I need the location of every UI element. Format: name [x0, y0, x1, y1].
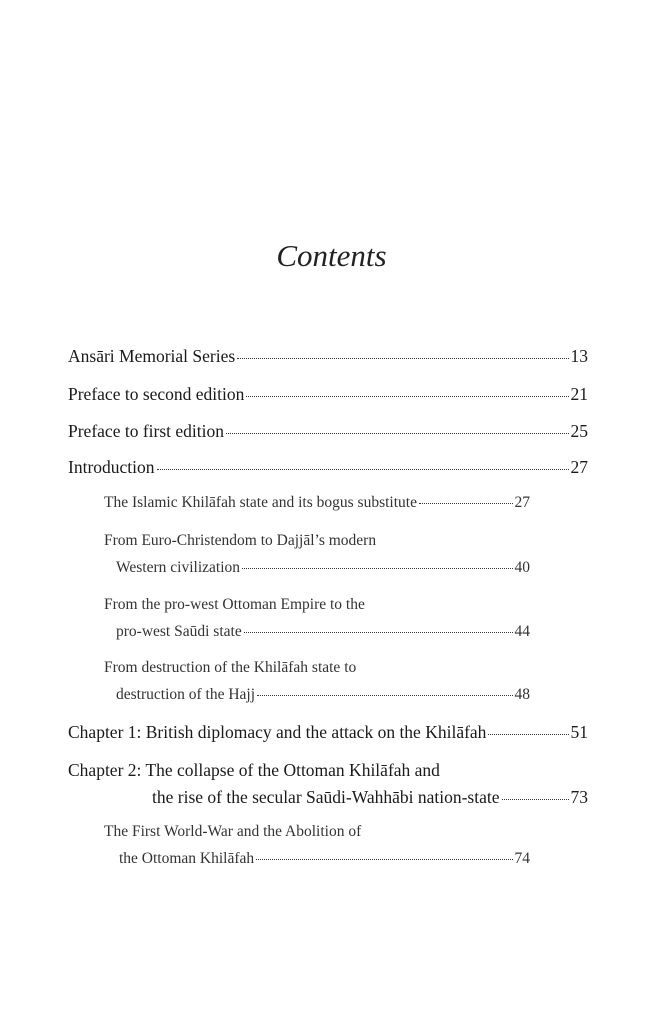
toc-page: 25	[570, 421, 588, 441]
toc-label: destruction of the Hajj	[116, 686, 256, 703]
toc-entry-preface-first[interactable]	[68, 421, 588, 442]
toc-page: 21	[570, 384, 588, 404]
toc-entry-ottoman-line1[interactable]: From the pro-west Ottoman Empire to the	[104, 596, 365, 613]
toc-entry-introduction[interactable]	[68, 457, 588, 478]
toc-page: 74	[514, 850, 530, 867]
toc-page: 48	[514, 686, 530, 703]
toc-entry-islamic-khilafah[interactable]	[104, 494, 530, 512]
dot-leader	[244, 632, 513, 633]
toc-label: Ansāri Memorial Series	[68, 346, 236, 366]
toc-label: Chapter 1: British diplomacy and the attack on the Khilāfah	[68, 722, 487, 742]
toc-label: Introduction	[68, 457, 155, 477]
page-title: Contents	[276, 238, 387, 273]
toc-label: the Ottoman Khilāfah	[119, 850, 255, 867]
dot-leader	[237, 358, 568, 359]
toc-page: 27	[570, 457, 588, 477]
toc-entry-euro[interactable]	[116, 559, 530, 577]
toc-entry-chapter-2-line1[interactable]: Chapter 2: The collapse of the Ottoman Khilāfah and	[68, 760, 440, 780]
dot-leader	[226, 433, 569, 434]
toc-entry-ansari[interactable]	[68, 346, 588, 367]
dot-leader	[242, 568, 513, 569]
dot-leader	[157, 469, 569, 470]
toc-entry-destruction-line1[interactable]: From destruction of the Khilāfah state to	[104, 659, 357, 676]
toc-entry-destruction[interactable]	[116, 686, 530, 704]
toc-page: 27	[514, 494, 530, 511]
toc-page: 13	[570, 346, 588, 366]
toc-entry-ww1[interactable]	[119, 850, 530, 868]
toc-label: Preface to second edition	[68, 384, 245, 404]
toc-page: 44	[514, 623, 530, 640]
toc-entry-preface-second[interactable]	[68, 384, 588, 405]
toc-page: 40	[514, 559, 530, 576]
toc-entry-euro-line1[interactable]: From Euro-Christendom to Dajjāl’s modern	[104, 532, 377, 549]
toc-page: 51	[570, 722, 588, 742]
dot-leader	[256, 859, 512, 860]
dot-leader	[257, 695, 512, 696]
toc-entry-chapter-2[interactable]	[152, 787, 588, 808]
dot-leader	[419, 503, 513, 504]
toc-label: Preface to first edition	[68, 421, 224, 441]
toc-label: the rise of the secular Saūdi-Wahhābi nation-state	[152, 787, 500, 807]
toc-page: 73	[570, 787, 588, 807]
toc-label: The Islamic Khilāfah state and its bogus substitute	[104, 494, 417, 511]
dot-leader	[246, 396, 568, 397]
toc-entry-ww1-line1[interactable]: The First World-War and the Abolition of	[104, 823, 362, 840]
toc-label: pro-west Saūdi state	[116, 623, 242, 640]
toc-entry-chapter-1[interactable]	[68, 722, 588, 743]
dot-leader	[488, 734, 568, 735]
toc-label: Western civilization	[116, 559, 240, 576]
dot-leader	[502, 799, 569, 800]
toc-entry-ottoman[interactable]	[116, 623, 530, 641]
